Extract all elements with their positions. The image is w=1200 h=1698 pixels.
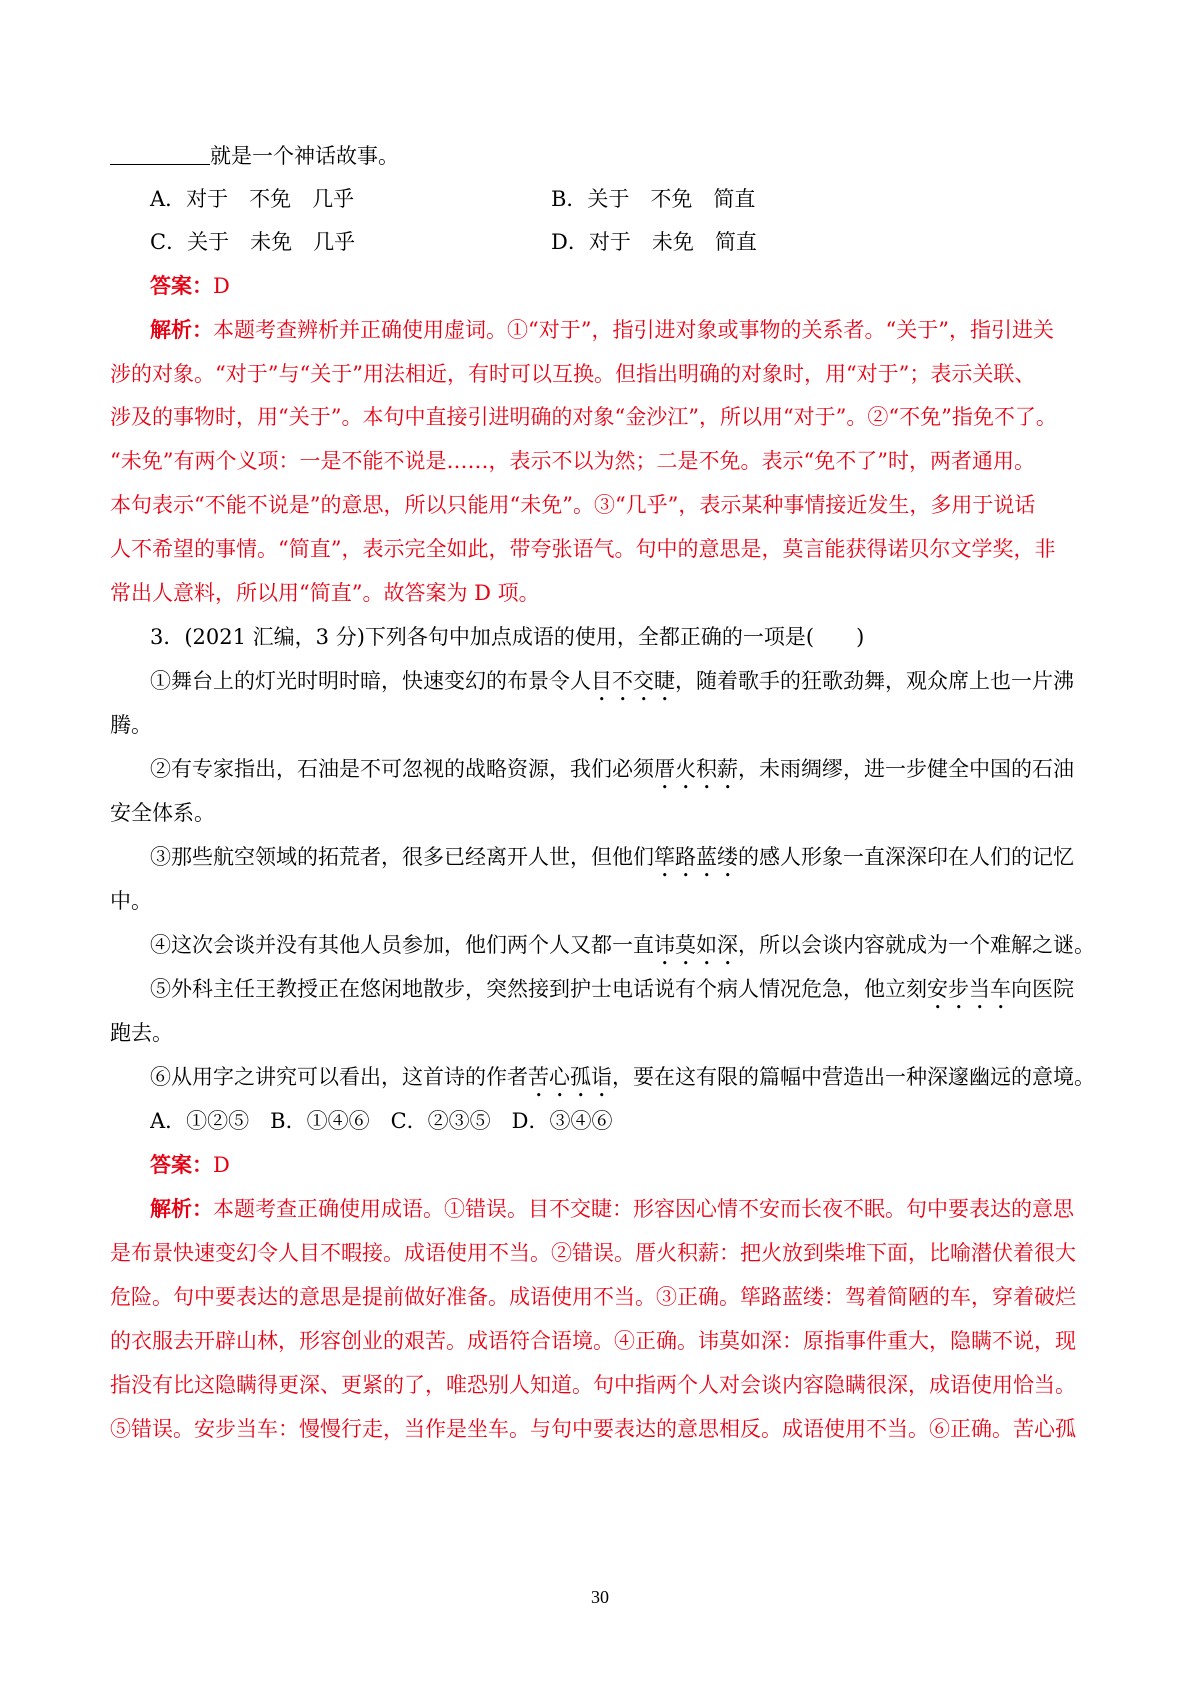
q2-answer-value: D xyxy=(213,274,230,298)
q3-item-1-cont: 腾。 xyxy=(110,713,152,737)
q3-analysis-line: ⑤错误。安步当车：慢慢行走，当作是坐车。与句中要表达的意思相反。成语使用不当。⑥正确。苦心孤 xyxy=(110,1417,1076,1441)
q2-answer xyxy=(150,272,1110,300)
q2-answer-label: 答案： xyxy=(150,273,213,298)
q3-answer-value: D xyxy=(213,1153,230,1177)
q3-choices: A．①②⑤ B．①④⑥ C．②③⑤ D．③④⑥ xyxy=(150,1109,613,1133)
q3-analysis-line: 指没有比这隐瞒得更深、更紧的了，唯恐别人知道。句中指两个人对会谈内容隐瞒很深，成语使用恰当。 xyxy=(110,1373,1076,1397)
dotted-idiom: 厝火积薪 xyxy=(654,757,738,781)
q3-item-text: ①舞台上的灯光时明时暗，快速变幻的布景令人 xyxy=(150,669,591,693)
q3-item-5 xyxy=(150,975,1110,1014)
q3-item-3-cont: 中。 xyxy=(110,889,152,913)
q2-analysis-line: 涉及的事物时，用“关于”。本句中直接引进明确的对象“金沙江”，所以用“对于”。②“不免”指免不了。 xyxy=(110,405,1057,429)
q2-analysis-line: 涉的对象。“对于”与“关于”用法相近，有时可以互换。但指出明确的对象时，用“对于”；表示关联、 xyxy=(110,362,1036,386)
q3-item-text: ④这次会谈并没有其他人员参加，他们两个人又都一直 xyxy=(150,933,654,957)
q3-item-text: 向医院 xyxy=(1011,977,1074,1001)
q2-analysis-text: 本题考查辨析并正确使用虚词。①“对于”，指引进对象或事物的关系者。“关于”，指引进关 xyxy=(213,318,1054,342)
q3-item-6 xyxy=(150,1063,1110,1102)
q2-option-a: A．对于 不免 几乎 xyxy=(150,187,355,211)
q2-option-c: C．关于 未免 几乎 xyxy=(150,230,356,254)
q3-item-1 xyxy=(150,667,1110,706)
q2-analysis-line: “未免”有两个义项：一是不能不说是……，表示不以为然；二是不免。表示“免不了”时，两者通用。 xyxy=(110,449,1035,473)
q3-analysis-line xyxy=(150,1195,1110,1223)
q2-stem-tail: 就是一个神话故事。 xyxy=(210,144,399,168)
dotted-idiom: 苦心孤诣 xyxy=(528,1065,612,1089)
q3-stem: 3．(2021 汇编，3 分)下列各句中加点成语的使用，全都正确的一项是( ) xyxy=(150,625,865,649)
page-number: 30 xyxy=(591,1587,609,1607)
q3-item-text: ，随着歌手的狂歌劲舞，观众席上也一片沸 xyxy=(675,669,1074,693)
q2-option-b: B．关于 不免 简直 xyxy=(551,187,756,211)
q3-item-2 xyxy=(150,755,1110,794)
q2-analysis-line: 人不希望的事情。“简直”，表示完全如此，带夸张语气。句中的意思是，莫言能获得诺贝尔文学奖，非 xyxy=(110,537,1056,561)
q3-item-5-cont: 跑去。 xyxy=(110,1021,173,1045)
q3-item-text: ，未雨绸缪，进一步健全中国的石油 xyxy=(738,757,1074,781)
q2-option-d: D．对于 未免 简直 xyxy=(551,230,757,254)
q2-analysis-label: 解析： xyxy=(150,317,213,342)
q3-item-text: ，所以会谈内容就成为一个难解之谜。 xyxy=(738,933,1095,957)
q3-item-text: 的感人形象一直深深印在人们的记忆 xyxy=(738,845,1074,869)
q3-answer xyxy=(150,1151,1110,1179)
q3-analysis-line: 危险。句中要表达的意思是提前做好准备。成语使用不当。③正确。筚路蓝缕：驾着简陋的车，穿着破烂 xyxy=(110,1285,1076,1309)
dotted-idiom: 筚路蓝缕 xyxy=(654,845,738,869)
q2-analysis-line: 常出人意料，所以用“简直”。故答案为 D 项。 xyxy=(110,581,540,605)
q3-item-text: ，要在这有限的篇幅中营造出一种深邃幽远的意境。 xyxy=(612,1065,1095,1089)
q3-item-text: ②有专家指出，石油是不可忽视的战略资源，我们必须 xyxy=(150,757,654,781)
q2-analysis-line xyxy=(150,316,1110,344)
dotted-idiom: 目不交睫 xyxy=(591,669,675,693)
q3-analysis-label: 解析： xyxy=(150,1196,213,1221)
q3-item-4 xyxy=(150,931,1110,970)
q3-analysis-text: 本题考查正确使用成语。①错误。目不交睫：形容因心情不安而长夜不眠。句中要表达的意思 xyxy=(213,1197,1074,1221)
fill-blank xyxy=(110,144,210,165)
q3-answer-label: 答案： xyxy=(150,1152,213,1177)
q3-item-text: ⑥从用字之讲究可以看出，这首诗的作者 xyxy=(150,1065,528,1089)
q3-item-text: ③那些航空领域的拓荒者，很多已经离开人世，但他们 xyxy=(150,845,654,869)
q3-item-3 xyxy=(150,843,1110,882)
dotted-idiom: 讳莫如深 xyxy=(654,933,738,957)
q3-analysis-line: 的衣服去开辟山林，形容创业的艰苦。成语符合语境。④正确。讳莫如深：原指事件重大，隐瞒不说，现 xyxy=(110,1329,1076,1353)
q2-analysis-line: 本句表示“不能不说是”的意思，所以只能用“未免”。③“几乎”，表示某种事情接近发生，多用于说话 xyxy=(110,493,1036,517)
q3-item-2-cont: 安全体系。 xyxy=(110,801,215,825)
q3-item-text: ⑤外科主任王教授正在悠闲地散步，突然接到护士电话说有个病人情况危急，他立刻 xyxy=(150,977,927,1001)
q2-stem-line xyxy=(110,142,1110,170)
dotted-idiom: 安步当车 xyxy=(927,977,1011,1001)
q3-analysis-line: 是布景快速变幻令人目不暇接。成语使用不当。②错误。厝火积薪：把火放到柴堆下面，比喻潜伏着很大 xyxy=(110,1241,1076,1265)
